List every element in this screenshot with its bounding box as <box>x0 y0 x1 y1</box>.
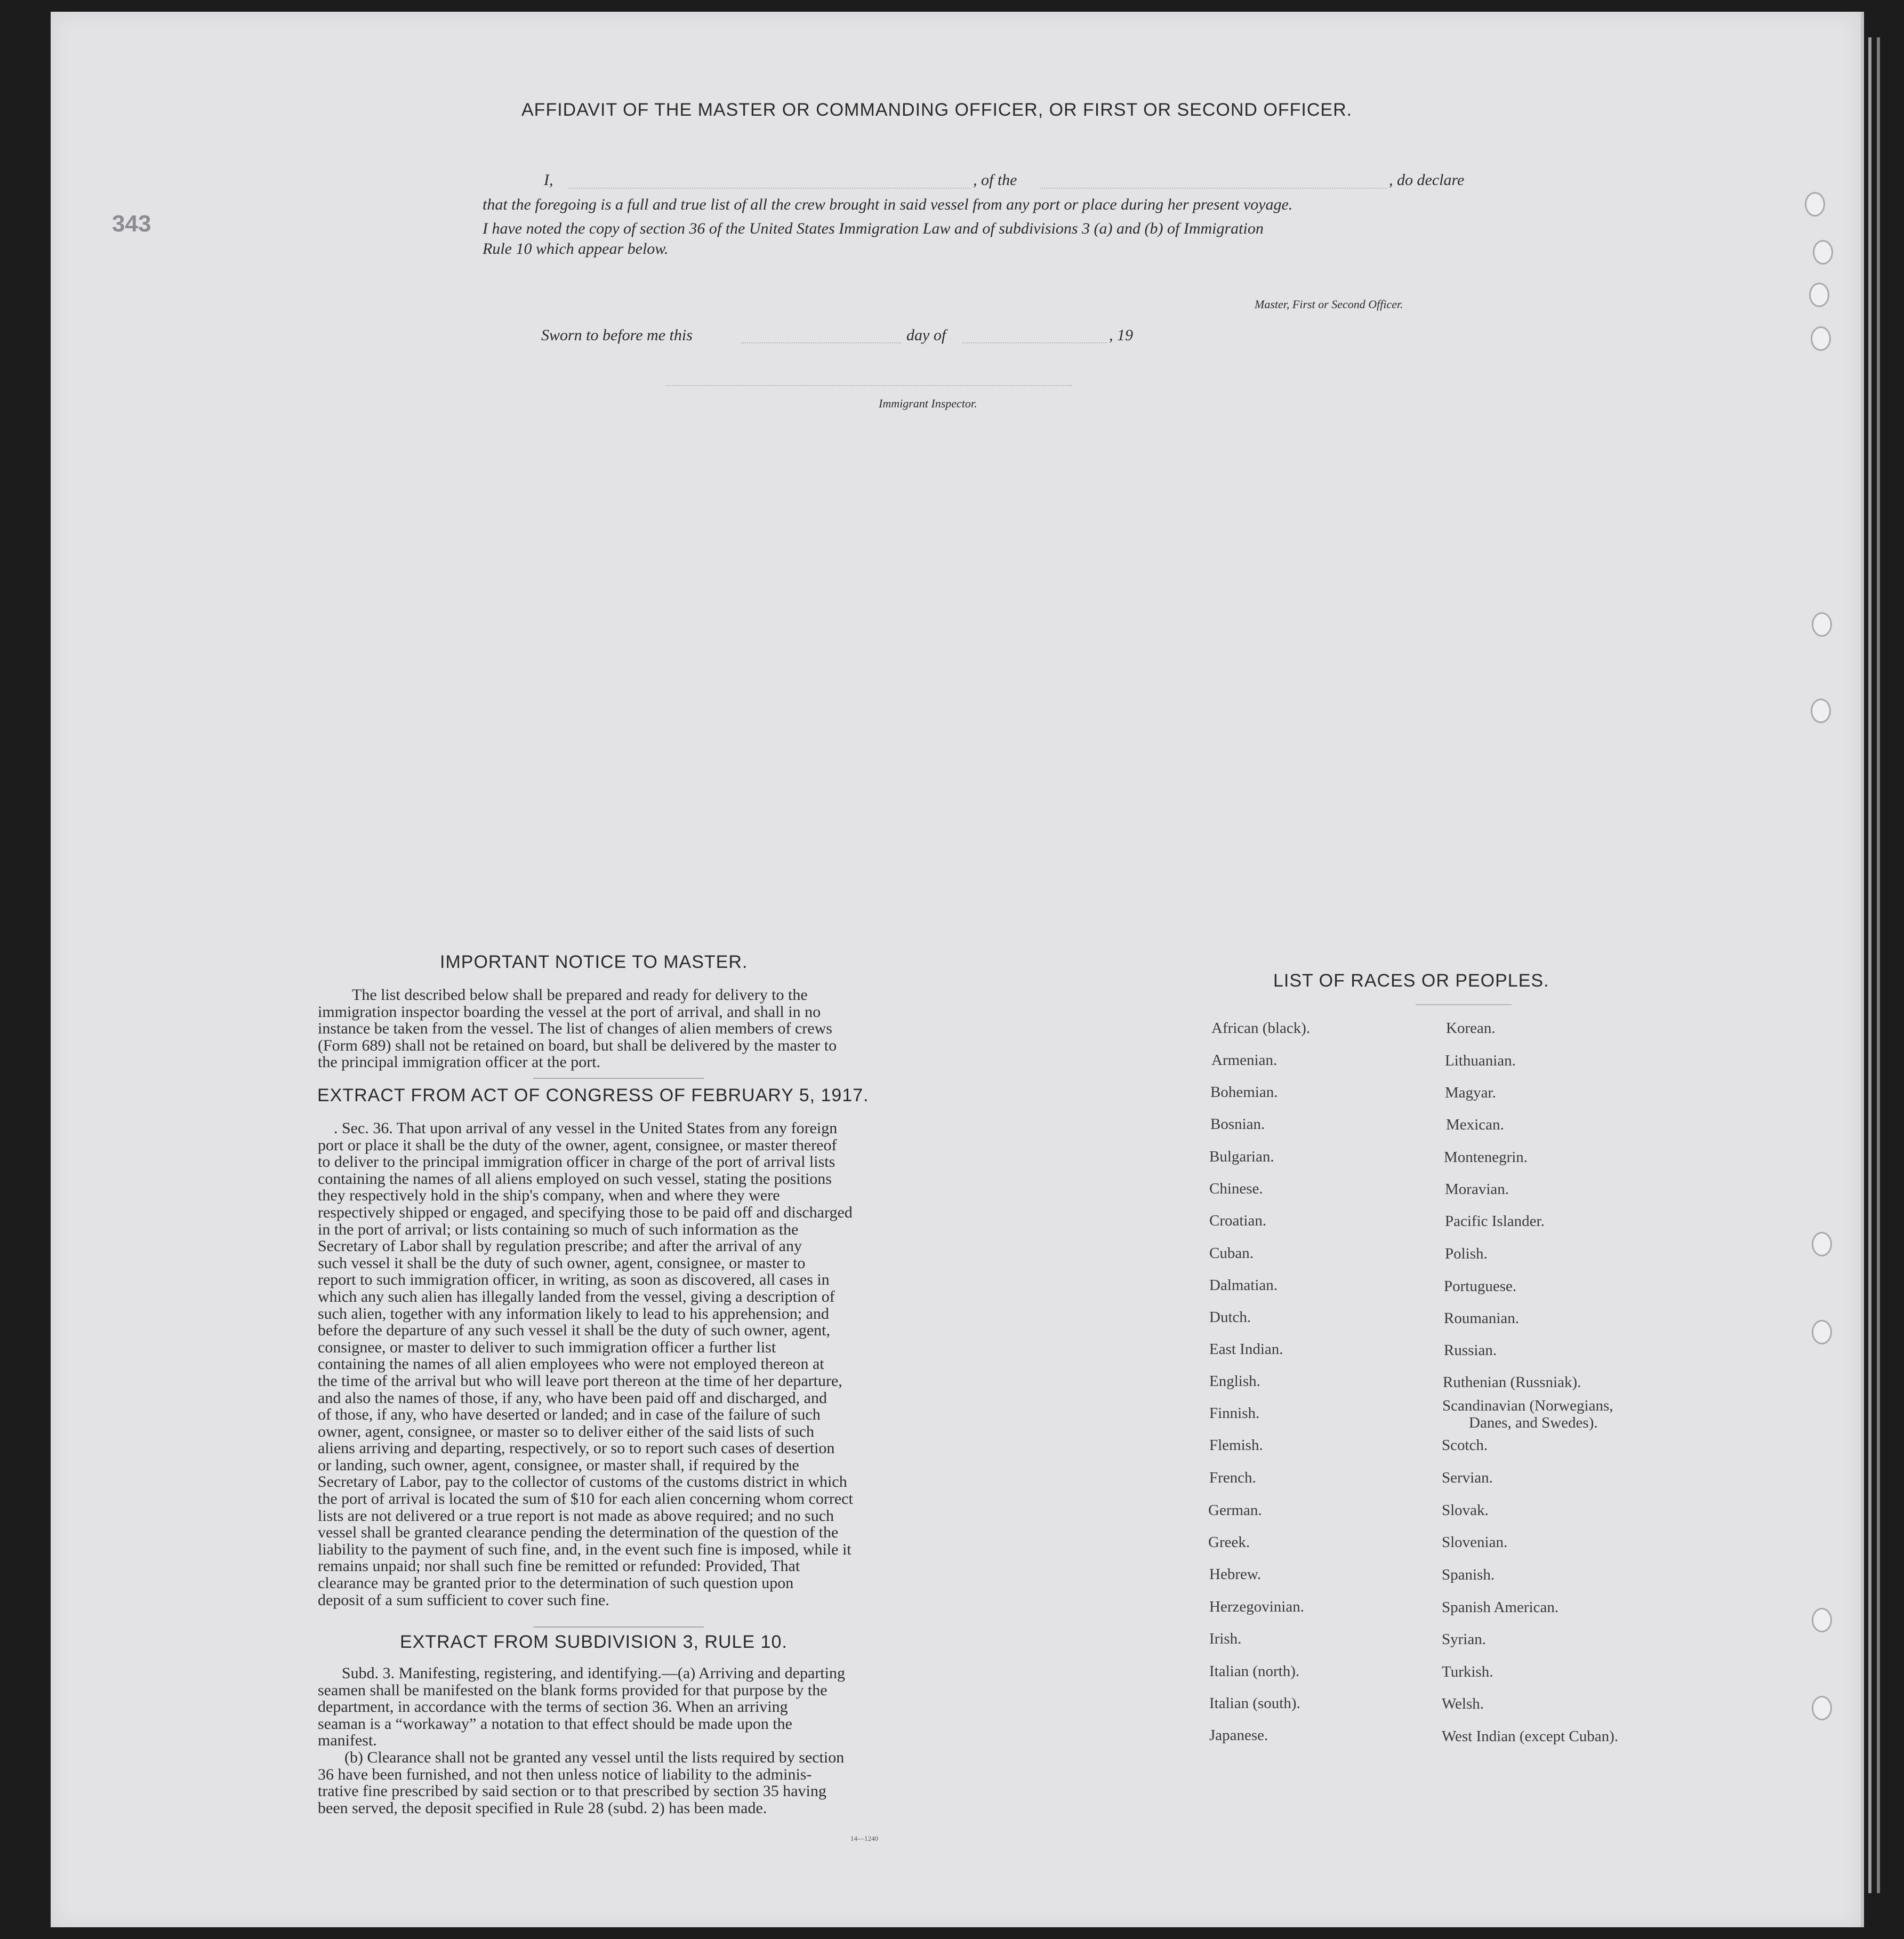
notice-body <box>318 987 919 1071</box>
race-item: Armenian. <box>1211 1052 1278 1069</box>
race-item: Mexican. <box>1446 1116 1504 1133</box>
divider <box>533 1626 704 1628</box>
act-line: containing the names of all alien employees who were not employed thereon at <box>318 1355 824 1373</box>
signature-label: Master, First or Second Officer. <box>1255 298 1403 311</box>
rule-line: trative fine prescribed by said section or to that prescribed by section 35 having <box>318 1782 826 1800</box>
binder-hole <box>1812 1320 1832 1344</box>
race-item: Greek. <box>1208 1534 1250 1551</box>
act-line: . Sec. 36. That upon arrival of any vessel in the United States from any foreign <box>334 1119 838 1137</box>
binder-hole <box>1811 699 1831 723</box>
race-item: Magyar. <box>1445 1084 1496 1101</box>
race-item: East Indian. <box>1209 1341 1283 1358</box>
act-line: consignee, or master to deliver to such immigration officer a further list <box>318 1338 776 1356</box>
rule-line: 36 have been furnished, and not then unless notice of liability to the adminis- <box>318 1765 812 1783</box>
binder-hole <box>1812 1608 1832 1632</box>
day-blank[interactable] <box>741 342 901 343</box>
race-item: Japanese. <box>1209 1727 1268 1744</box>
act-line: deposit of a sum sufficient to cover such fine. <box>318 1591 609 1609</box>
act-line: Secretary of Labor, pay to the collector of customs of the customs district in which <box>318 1473 847 1491</box>
name-blank[interactable] <box>568 188 970 189</box>
margin-mark: 343 <box>112 211 151 237</box>
binder-hole <box>1805 192 1825 217</box>
act-line: remains unpaid; nor shall such fine be remitted or refunded: Provided, That <box>318 1557 800 1575</box>
rule-extract-title: EXTRACT FROM SUBDIVISION 3, RULE 10. <box>400 1632 788 1652</box>
notice-line: immigration inspector boarding the vessel at the port of arrival, and shall in no <box>318 1003 821 1021</box>
divider <box>533 1078 704 1079</box>
act-line: such vessel it shall be the duty of such owner, agent, consignee, or master to <box>318 1254 806 1272</box>
race-item: Finnish. <box>1209 1405 1260 1422</box>
notice-line: the principal immigration officer at the port. <box>318 1053 601 1071</box>
race-item: Moravian. <box>1445 1181 1509 1198</box>
divider <box>1416 1004 1512 1005</box>
race-item: Spanish American. <box>1442 1599 1559 1616</box>
races-title: LIST OF RACES OR PEOPLES. <box>1273 971 1549 991</box>
act-line: aliens arriving and departing, respectively, or so to report such cases of desertion <box>318 1439 835 1457</box>
binder-hole <box>1811 326 1831 351</box>
race-item: Slovak. <box>1442 1502 1489 1519</box>
act-line: containing the names of all aliens employed on such vessel, stating the positions <box>318 1169 832 1188</box>
race-item: Irish. <box>1209 1630 1242 1647</box>
act-line: the port of arrival is located the sum of $10 for each alien concerning whom correct <box>318 1490 853 1508</box>
race-item: Pacific Islander. <box>1445 1213 1545 1230</box>
affidavit-line-4: Rule 10 which appear below. <box>483 240 669 258</box>
affidavit-i: I, <box>544 171 553 189</box>
rule-line: been served, the deposit specified in Rule 28 (subd. 2) has been made. <box>318 1799 767 1817</box>
race-item: Flemish. <box>1209 1437 1263 1454</box>
binder-hole <box>1809 283 1829 307</box>
rule-line: (b) Clearance shall not be granted any vessel until the lists required by section <box>344 1748 845 1766</box>
month-blank[interactable] <box>962 342 1106 343</box>
act-line: such alien, together with any information likely to lead to his apprehension; and <box>318 1304 829 1323</box>
inspector-signature-line[interactable] <box>666 385 1072 386</box>
binder-hole <box>1812 1696 1832 1720</box>
race-item: Scandinavian (Norwegians, <box>1442 1397 1613 1414</box>
inspector-label: Immigrant Inspector. <box>879 397 977 410</box>
race-item: Scotch. <box>1442 1437 1488 1454</box>
act-line: and also the names of those, if any, who have been paid off and discharged, and <box>318 1389 827 1407</box>
act-line: respectively shipped or engaged, and specifying those to be paid off and discharged <box>318 1203 853 1221</box>
act-line: of those, if any, who have deserted or landed; and in case of the failure of such <box>318 1406 821 1424</box>
race-item: French. <box>1209 1469 1256 1486</box>
act-line: they respectively hold in the ship's company, when and where they were <box>318 1187 780 1205</box>
notice-line: (Form 689) shall not be retained on board, but shall be delivered by the master to <box>318 1036 837 1054</box>
act-line: report to such immigration officer, in writing, as soon as discovered, all cases in <box>318 1271 830 1289</box>
act-line: or landing, such owner, agent, consignee, or master shall, if required by the <box>318 1456 799 1474</box>
notice-line: instance be taken from the vessel. The list of changes of alien members of crews <box>318 1020 832 1038</box>
race-item: Chinese. <box>1209 1180 1263 1197</box>
race-item: Dutch. <box>1209 1309 1251 1326</box>
race-item: Cuban. <box>1209 1245 1254 1262</box>
form-number: 14—1240 <box>850 1834 878 1842</box>
act-line: before the departure of any such vessel it shall be the duty of such owner, agent, <box>318 1321 830 1340</box>
binder-hole <box>1812 612 1832 637</box>
race-item: Italian (south). <box>1209 1695 1300 1712</box>
act-line: the time of the arrival but who will leave port thereon at the time of her departure, <box>318 1372 842 1390</box>
rule-line: seaman is a “workaway” a notation to that effect should be made upon the <box>318 1714 792 1733</box>
race-item: Russian. <box>1444 1342 1497 1359</box>
race-item: Croatian. <box>1209 1212 1267 1229</box>
act-line: Secretary of Labor shall by regulation prescribe; and after the arrival of any <box>318 1237 802 1255</box>
race-item: Spanish. <box>1442 1566 1495 1583</box>
day-of-text: day of <box>906 326 946 344</box>
rule-line: seamen shall be manifested on the blank forms provided for that purpose by the <box>318 1681 828 1699</box>
act-line: in the port of arrival; or lists containing so much of such information as the <box>318 1220 799 1238</box>
race-item: Dalmatian. <box>1209 1277 1278 1294</box>
rule-extract-body <box>318 1665 919 1816</box>
race-item: Roumanian. <box>1444 1310 1519 1327</box>
rule-line: Subd. 3. Manifesting, registering, and identifying.—(a) Arriving and departing <box>342 1664 845 1682</box>
race-item: Lithuanian. <box>1445 1052 1516 1069</box>
race-item: Bulgarian. <box>1209 1148 1274 1165</box>
race-item: Ruthenian (Russniak). <box>1443 1374 1581 1391</box>
race-item: Herzegovinian. <box>1209 1598 1304 1615</box>
race-item: African (black). <box>1211 1020 1311 1037</box>
act-line: port or place it shall be the duty of the owner, agent, consignee, or master thereof <box>318 1136 837 1154</box>
affidavit-declare: , do declare <box>1389 171 1465 189</box>
vessel-blank[interactable] <box>1040 188 1386 189</box>
affidavit-title: AFFIDAVIT OF THE MASTER OR COMMANDING OFFICER, OR FIRST OR SECOND OFFICER. <box>521 100 1353 120</box>
binder-hole <box>1813 240 1833 265</box>
notice-title: IMPORTANT NOTICE TO MASTER. <box>440 952 748 972</box>
page-edge <box>1868 37 1871 1893</box>
act-line: to deliver to the principal immigration officer in charge of the port of arrival lists <box>318 1153 835 1171</box>
act-line: owner, agent, consignee, or master so to deliver either of the said lists of such <box>318 1422 815 1440</box>
race-item: Italian (north). <box>1209 1663 1300 1680</box>
affidavit-line-3: I have noted the copy of section 36 of the United States Immigration Law and of subdivisions 3 (a) and (b) of Immigration <box>483 220 1264 237</box>
affidavit-line-2: that the foregoing is a full and true list of all the crew brought in said vessel from any port or place during her present voyage. <box>483 196 1293 213</box>
rule-line: department, in accordance with the terms of section 36. When an arriving <box>318 1698 788 1716</box>
act-extract-title: EXTRACT FROM ACT OF CONGRESS OF FEBRUARY 5, 1917. <box>317 1085 869 1105</box>
race-item: Portuguese. <box>1444 1278 1517 1295</box>
act-line: clearance may be granted prior to the determination of such question upon <box>318 1574 794 1592</box>
act-line: vessel shall be granted clearance pending the determination of the question of the <box>318 1524 839 1542</box>
race-item: Servian. <box>1442 1469 1493 1486</box>
form-page <box>51 12 1864 1927</box>
race-item: Korean. <box>1446 1020 1496 1037</box>
act-line: lists are not delivered or a true report is not made as above required; and no such <box>318 1507 834 1525</box>
affidavit-of-the: , of the <box>973 171 1017 189</box>
sworn-text: Sworn to before me this <box>541 326 693 344</box>
race-item: Danes, and Swedes). <box>1469 1414 1598 1431</box>
year-text: , 19 <box>1109 326 1133 344</box>
act-line: liability to the payment of such fine, and, in the event such fine is imposed, while it <box>318 1540 851 1558</box>
race-item: Bohemian. <box>1210 1084 1278 1101</box>
race-item: Hebrew. <box>1209 1566 1262 1583</box>
race-item: English. <box>1209 1373 1260 1390</box>
page-edge <box>1877 37 1880 1893</box>
act-extract-body <box>318 1120 919 1608</box>
binder-hole <box>1812 1232 1832 1256</box>
race-item: German. <box>1208 1502 1262 1519</box>
rule-line: manifest. <box>318 1732 377 1750</box>
race-item: Bosnian. <box>1210 1116 1265 1133</box>
race-item: Slovenian. <box>1442 1534 1508 1551</box>
notice-line: The list described below shall be prepared and ready for delivery to the <box>352 986 808 1004</box>
race-item: West Indian (except Cuban). <box>1442 1728 1619 1745</box>
race-item: Welsh. <box>1442 1695 1484 1712</box>
race-item: Turkish. <box>1442 1663 1493 1680</box>
act-line: which any such alien has illegally landed from the vessel, giving a description of <box>318 1287 835 1305</box>
race-item: Montenegrin. <box>1444 1149 1528 1166</box>
race-item: Polish. <box>1445 1245 1488 1262</box>
race-item: Syrian. <box>1442 1631 1486 1648</box>
